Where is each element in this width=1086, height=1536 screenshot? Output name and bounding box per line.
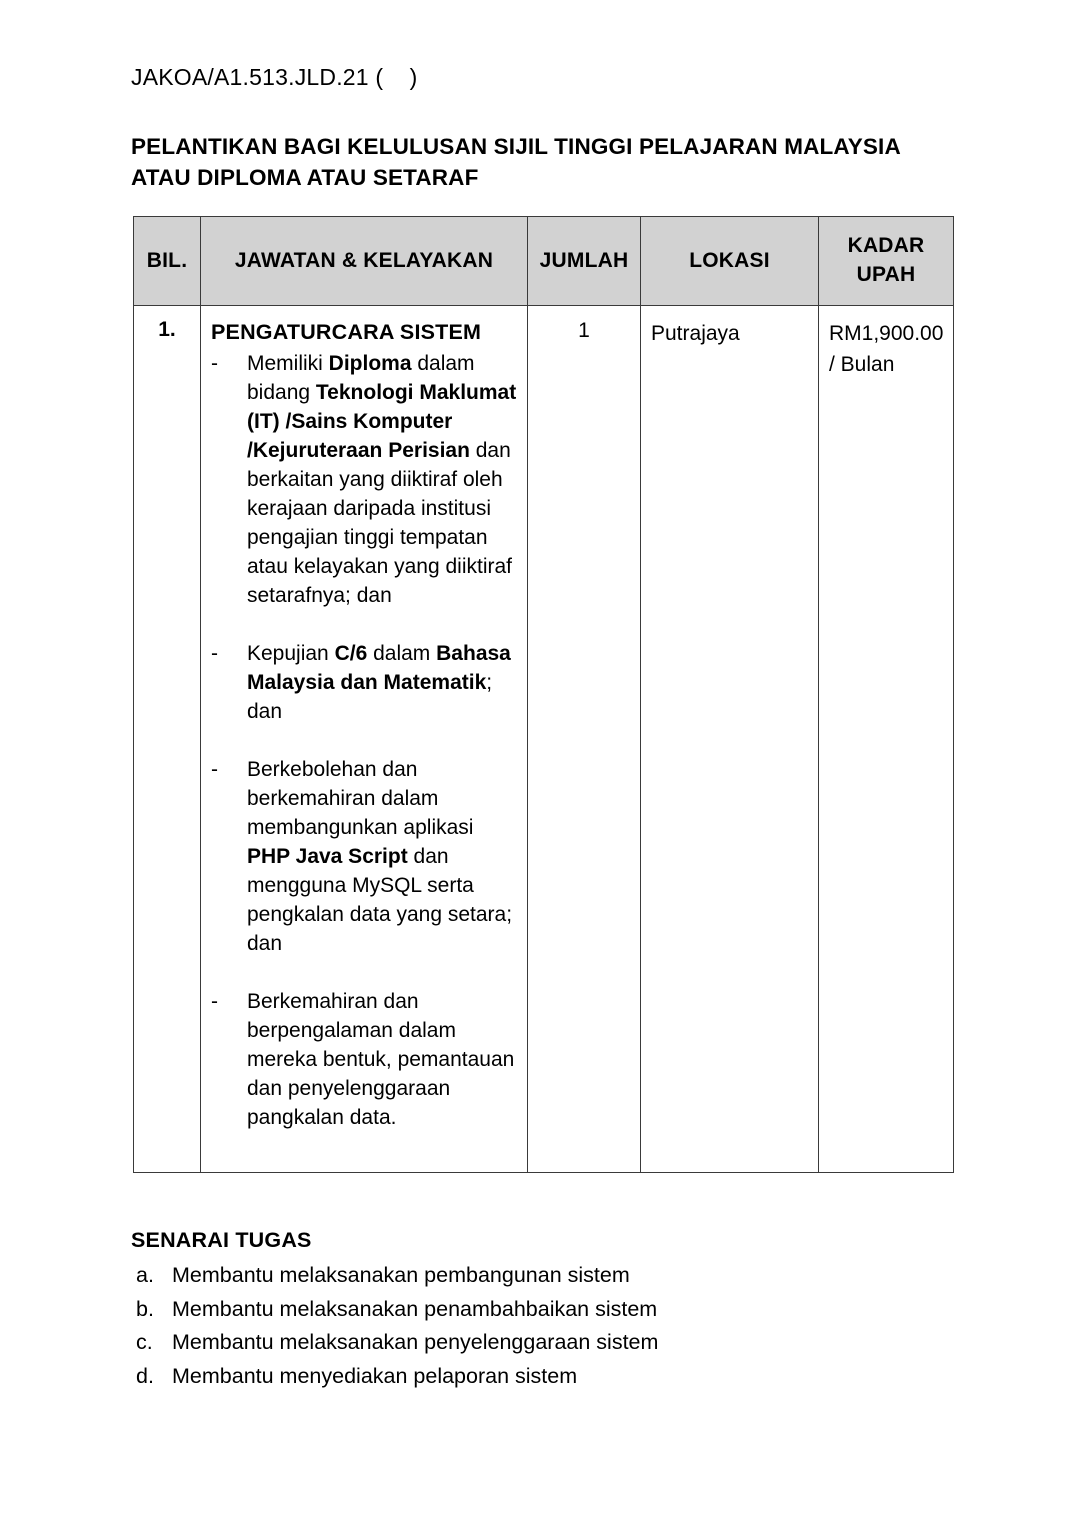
cell-kadar-upah: RM1,900.00 / Bulan bbox=[819, 306, 954, 1173]
table-row bbox=[134, 306, 954, 1173]
requirement-run: Berkebolehan dan berkemahiran dalam membangunkan aplikasi bbox=[247, 758, 474, 839]
requirement-item bbox=[209, 987, 519, 1132]
table-header bbox=[134, 217, 954, 306]
requirement-run: ; dan bbox=[247, 671, 493, 723]
list-item-label: Membantu melaksanakan penambahbaikan sistem bbox=[172, 1296, 658, 1321]
list-item-label: Membantu melaksanakan pembangunan sistem bbox=[172, 1263, 630, 1287]
requirement-bullet-marker: - bbox=[211, 352, 218, 375]
senarai-tugas-heading: SENARAI TUGAS bbox=[131, 1228, 312, 1252]
position-title: PENGATURCARA SISTEM bbox=[211, 320, 482, 344]
cell-bil: 1. bbox=[134, 306, 201, 1173]
requirement-run: dalam bbox=[367, 642, 437, 665]
requirement-run: Kepujian bbox=[247, 642, 335, 665]
requirement-text bbox=[247, 758, 512, 955]
column-header-kadar-upah: KADAR UPAH bbox=[819, 217, 954, 306]
column-header-jumlah: JUMLAH bbox=[528, 217, 641, 306]
requirement-emphasis: Bahasa Malaysia dan Matematik bbox=[247, 642, 511, 694]
list-item bbox=[136, 1293, 658, 1327]
page-title: PELANTIKAN BAGI KELULUSAN SIJIL TINGGI PELAJARAN MALAYSIA ATAU DIPLOMA ATAU SETARAF bbox=[131, 134, 901, 190]
requirement-item bbox=[209, 349, 519, 610]
list-item-marker: a. bbox=[136, 1263, 154, 1287]
list-item bbox=[136, 1259, 658, 1293]
requirement-text bbox=[247, 642, 511, 723]
column-header-jawatan: JAWATAN & KELAYAKAN bbox=[201, 217, 528, 306]
requirement-run: Memiliki bbox=[247, 352, 329, 375]
cell-lokasi: Putrajaya bbox=[641, 306, 819, 1173]
requirement-text bbox=[247, 352, 516, 607]
requirement-run: dalam bidang bbox=[247, 352, 475, 404]
list-item-marker: b. bbox=[136, 1296, 154, 1321]
requirement-emphasis: Teknologi Maklumat (IT) /Sains Komputer /Kejuruteraan Perisian bbox=[247, 381, 517, 462]
requirements-list bbox=[209, 349, 519, 1132]
column-header-lokasi: LOKASI bbox=[641, 217, 819, 306]
requirement-run: dan berkaitan yang diiktiraf oleh kerajaan daripada institusi pengajian tinggi tempatan atau kelayakan yang diiktiraf setarafnya; dan bbox=[247, 439, 512, 607]
requirement-run: dan mengguna MySQL serta pengkalan data yang setara; dan bbox=[247, 845, 513, 955]
requirement-emphasis: C/6 bbox=[334, 642, 368, 665]
requirement-item bbox=[209, 755, 519, 958]
list-item-marker: d. bbox=[136, 1363, 154, 1388]
list-item-label: Membantu menyediakan pelaporan sistem bbox=[172, 1363, 578, 1388]
table-body bbox=[134, 306, 954, 1173]
column-header-bil: BIL. bbox=[134, 217, 201, 306]
list-item-label: Membantu melaksanakan penyelenggaraan sistem bbox=[172, 1330, 659, 1354]
table-header-row bbox=[134, 217, 954, 306]
document-reference: JAKOA/A1.513.JLD.21 ( ) bbox=[131, 64, 418, 90]
cell-jawatan-kelayakan bbox=[201, 306, 528, 1173]
requirement-run: Berkemahiran dan berpengalaman dalam mereka bentuk, pemantauan dan penyelenggaraan pangkalan data. bbox=[247, 990, 515, 1129]
requirement-bullet-marker: - bbox=[211, 642, 218, 665]
list-item bbox=[136, 1360, 658, 1394]
job-vacancy-table bbox=[133, 216, 954, 1173]
requirement-text bbox=[247, 990, 514, 1129]
requirement-emphasis: PHP Java Script bbox=[247, 845, 408, 868]
requirement-bullet-marker: - bbox=[211, 758, 218, 781]
requirement-item bbox=[209, 639, 519, 726]
cell-jumlah: 1 bbox=[528, 306, 641, 1173]
requirement-bullet-marker: - bbox=[211, 990, 218, 1013]
senarai-tugas-list bbox=[136, 1259, 658, 1393]
list-item-marker: c. bbox=[136, 1330, 153, 1354]
list-item bbox=[136, 1326, 658, 1360]
requirement-emphasis: Diploma bbox=[328, 352, 412, 375]
